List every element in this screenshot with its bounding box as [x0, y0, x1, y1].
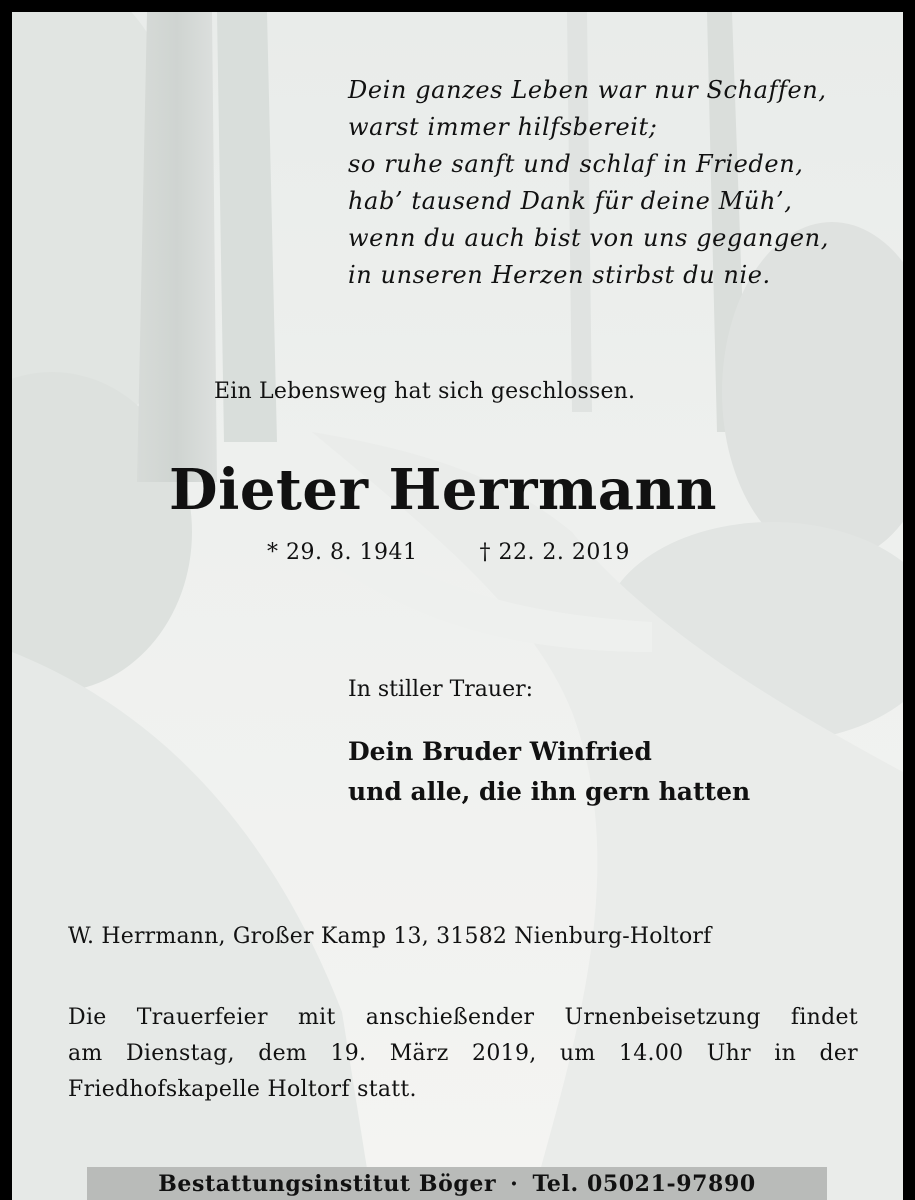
intro-line: Ein Lebensweg hat sich geschlossen. — [214, 379, 636, 404]
family-address: W. Herrmann, Großer Kamp 13, 31582 Nienburg-Holtorf — [68, 924, 712, 949]
obituary-sheet — [12, 12, 903, 1200]
deceased-name: Dieter Herrmann — [169, 457, 717, 523]
mourners — [348, 732, 750, 812]
poem — [348, 72, 829, 294]
life-dates — [267, 540, 630, 565]
poem-line: so ruhe sanft und schlaf in Frieden, — [348, 150, 804, 178]
poem-line: wenn du auch bist von uns gegangen, — [348, 224, 829, 252]
mourner-line: Dein Bruder Winfried — [348, 737, 652, 766]
birth-date: * 29. 8. 1941 — [267, 540, 418, 565]
poem-line: Dein ganzes Leben war nur Schaffen, — [348, 76, 827, 104]
poem-line: warst immer hilfsbereit; — [348, 113, 658, 141]
poem-line: in unseren Herzen stirbst du nie. — [348, 261, 771, 289]
service-line: Die Trauerfeier mit anschießender Urnenbeisetzung findet — [68, 1005, 858, 1030]
poem-line: hab’ tausend Dank für deine Müh’, — [348, 187, 793, 215]
death-date: † 22. 2. 2019 — [479, 540, 630, 565]
funeral-home-phone: Tel. 05021-97890 — [532, 1170, 756, 1197]
funeral-home-name: Bestattungsinstitut Böger — [158, 1170, 497, 1197]
funeral-service-info — [68, 1000, 858, 1108]
mourning-label: In stiller Trauer: — [348, 677, 534, 702]
separator-dot: · — [510, 1170, 519, 1197]
service-line: am Dienstag, dem 19. März 2019, um 14.00 Uhr in der — [68, 1041, 858, 1066]
service-line: Friedhofskapelle Holtorf statt. — [68, 1077, 417, 1102]
funeral-home-banner — [87, 1167, 827, 1200]
mourner-line: und alle, die ihn gern hatten — [348, 777, 751, 806]
